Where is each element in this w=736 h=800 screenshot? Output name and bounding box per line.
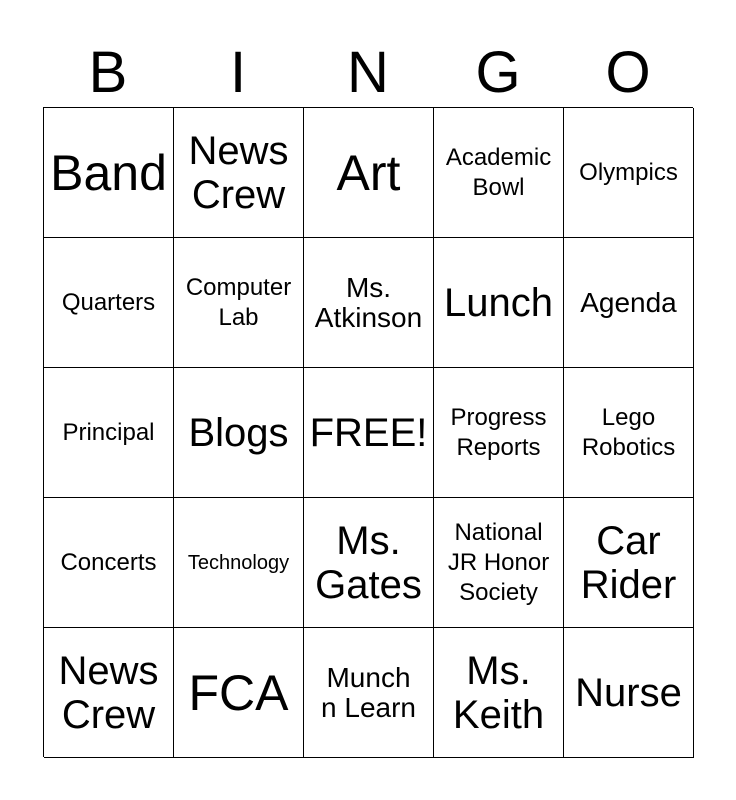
header-letter-i: I — [229, 40, 247, 105]
bingo-cell[interactable] — [304, 108, 434, 238]
bingo-cell[interactable] — [304, 628, 434, 758]
bingo-cell[interactable] — [44, 108, 174, 238]
bingo-cell[interactable] — [44, 498, 174, 628]
cell-label: Band — [50, 144, 167, 201]
cell-label: Academic Bowl — [445, 143, 552, 201]
bingo-cell[interactable] — [304, 498, 434, 628]
bingo-cell[interactable] — [564, 628, 694, 758]
bingo-cell[interactable] — [434, 368, 564, 498]
cell-label: Ms. Keith — [452, 648, 545, 737]
bingo-cell[interactable] — [304, 238, 434, 368]
cell-label: Munch n Learn — [321, 661, 416, 723]
cell-label: Lunch — [444, 280, 553, 325]
header-letter-g: G — [475, 40, 521, 105]
bingo-cell[interactable] — [434, 108, 564, 238]
bingo-cell[interactable] — [564, 238, 694, 368]
bingo-cell[interactable] — [564, 368, 694, 498]
bingo-cell[interactable] — [44, 368, 174, 498]
cell-label: FCA — [188, 664, 289, 721]
header-letter-n: N — [347, 40, 389, 105]
cell-label: Principal — [62, 418, 155, 446]
cell-label: Olympics — [579, 158, 678, 186]
bingo-cell[interactable] — [564, 498, 694, 628]
bingo-cell[interactable] — [174, 238, 304, 368]
header-letter-o: O — [605, 40, 651, 105]
cell-label: Technology — [187, 551, 290, 574]
cell-label: Concerts — [60, 548, 157, 576]
free-space-label: FREE! — [309, 410, 428, 455]
cell-label: Ms. Atkinson — [314, 271, 423, 333]
bingo-cell[interactable] — [564, 108, 694, 238]
bingo-cell[interactable] — [434, 628, 564, 758]
cell-label: Quarters — [61, 288, 156, 316]
bingo-cell[interactable] — [174, 498, 304, 628]
cell-label: News Crew — [58, 648, 159, 737]
free-space-cell[interactable] — [304, 368, 434, 498]
cell-label: News Crew — [188, 128, 289, 217]
cell-label: Ms. Gates — [315, 518, 422, 607]
bingo-header — [43, 40, 693, 106]
cell-label: Lego Robotics — [581, 403, 676, 461]
cell-label: National JR Honor Society — [447, 518, 550, 606]
cell-label: Computer Lab — [185, 273, 292, 331]
bingo-cell[interactable] — [44, 238, 174, 368]
bingo-cell[interactable] — [174, 628, 304, 758]
cell-label: Agenda — [580, 286, 677, 318]
cell-label: Car Rider — [580, 518, 677, 607]
bingo-cell[interactable] — [434, 498, 564, 628]
cell-label: Progress Reports — [450, 403, 547, 461]
cell-label: Art — [336, 144, 401, 201]
bingo-cell[interactable] — [174, 368, 304, 498]
bingo-cell[interactable] — [174, 108, 304, 238]
cell-label: Blogs — [188, 410, 289, 455]
cell-label: Nurse — [575, 670, 682, 715]
header-letter-b: B — [88, 40, 128, 105]
bingo-cell[interactable] — [44, 628, 174, 758]
bingo-cell[interactable] — [434, 238, 564, 368]
bingo-grid — [43, 107, 693, 757]
